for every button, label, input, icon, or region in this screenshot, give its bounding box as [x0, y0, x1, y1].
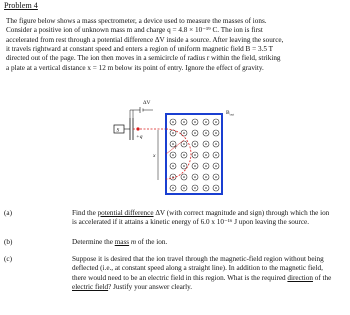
- field-dot-center: [194, 187, 196, 189]
- mass-spectrometer-figure: [100, 100, 280, 200]
- intro-line: accelerated from rest through a potential difference ΔV inside a source. After leaving the source,: [6, 35, 284, 44]
- field-dot-center: [172, 143, 174, 145]
- question-line: there would need to be an electric field in this region. What is the required direction of the: [72, 273, 332, 282]
- field-dot-center: [194, 143, 196, 145]
- intro-line: The figure below shows a mass spectrometer, a device used to measure the masses of ions.: [6, 17, 267, 25]
- field-dot-center: [205, 121, 207, 123]
- field-dot-center: [205, 176, 207, 178]
- field-dot-center: [183, 143, 185, 145]
- field-dot-center: [205, 165, 207, 167]
- field-dot-center: [215, 143, 217, 145]
- charge-label: +q: [136, 134, 143, 140]
- intro-line: it travels rightward at constant speed and enters a region of uniform magnetic field B = 3.5 T: [6, 45, 273, 54]
- dv-label: ΔV: [143, 100, 151, 106]
- field-dot-center: [183, 176, 185, 178]
- field-dot-center: [205, 132, 207, 134]
- intro-line: Consider a positive ion of unknown mass m and charge q = 4.8 × 10⁻¹⁹ C. The ion is first: [6, 26, 263, 35]
- question-c: [72, 255, 334, 292]
- question-line: deflected (i.e., at constant speed along a straight line). In addition to the magnetic field,: [72, 264, 323, 273]
- source-label: S: [116, 127, 120, 134]
- field-dot-center: [183, 121, 185, 123]
- question-b: [72, 238, 334, 247]
- ion-dot: [136, 127, 139, 130]
- problem-title: Problem 4: [4, 1, 38, 10]
- x-label: x: [153, 153, 156, 159]
- problem-intro: [6, 17, 346, 73]
- field-dot-center: [194, 121, 196, 123]
- intro-line: a plate at a vertical distance x = 12 m below its point of entry. Ignore the effect of gravity.: [6, 63, 264, 72]
- field-dot-center: [183, 165, 185, 167]
- field-dot-center: [183, 132, 185, 134]
- question-line: is accelerated if it attains a kinetic energy of 6.0 x 10⁻¹⁶ J upon leaving the source.: [72, 218, 310, 227]
- question-line: Suppose it is desired that the ion travel through the magnetic-field region without being: [72, 255, 324, 263]
- field-dot-center: [172, 121, 174, 123]
- field-dot-center: [194, 176, 196, 178]
- field-dot-center: [205, 143, 207, 145]
- field-dot-center: [215, 165, 217, 167]
- question-line: Find the potential difference ΔV (with correct magnitude and sign) through which the ion: [72, 209, 330, 217]
- r-label: r: [175, 145, 178, 151]
- field-dot-center: [215, 154, 217, 156]
- field-dot-center: [205, 154, 207, 156]
- question-a-label: (a): [4, 209, 12, 217]
- field-dot-center: [172, 187, 174, 189]
- field-dot-center: [194, 165, 196, 167]
- intro-line: directed out of the page. The ion then moves in a semicircle of radius r within the field, striking: [6, 54, 281, 63]
- question-a: [72, 209, 334, 228]
- field-dot-center: [215, 187, 217, 189]
- field-dot-center: [194, 154, 196, 156]
- question-b-label: (b): [4, 238, 13, 246]
- question-c-label: (c): [4, 255, 12, 263]
- field-dot-center: [172, 165, 174, 167]
- field-dot-center: [183, 187, 185, 189]
- field-dot-center: [172, 154, 174, 156]
- field-dot-center: [215, 132, 217, 134]
- field-dot-center: [215, 121, 217, 123]
- question-line: electric field? Justify your answer clearly.: [72, 283, 193, 292]
- field-label: $B_{out}$: [226, 110, 235, 117]
- field-dot-center: [205, 187, 207, 189]
- field-dot-center: [215, 176, 217, 178]
- question-line: Determine the mass m of the ion.: [72, 238, 168, 246]
- field-dot-center: [194, 132, 196, 134]
- field-dot-center: [183, 154, 185, 156]
- field-dot-center: [172, 132, 174, 134]
